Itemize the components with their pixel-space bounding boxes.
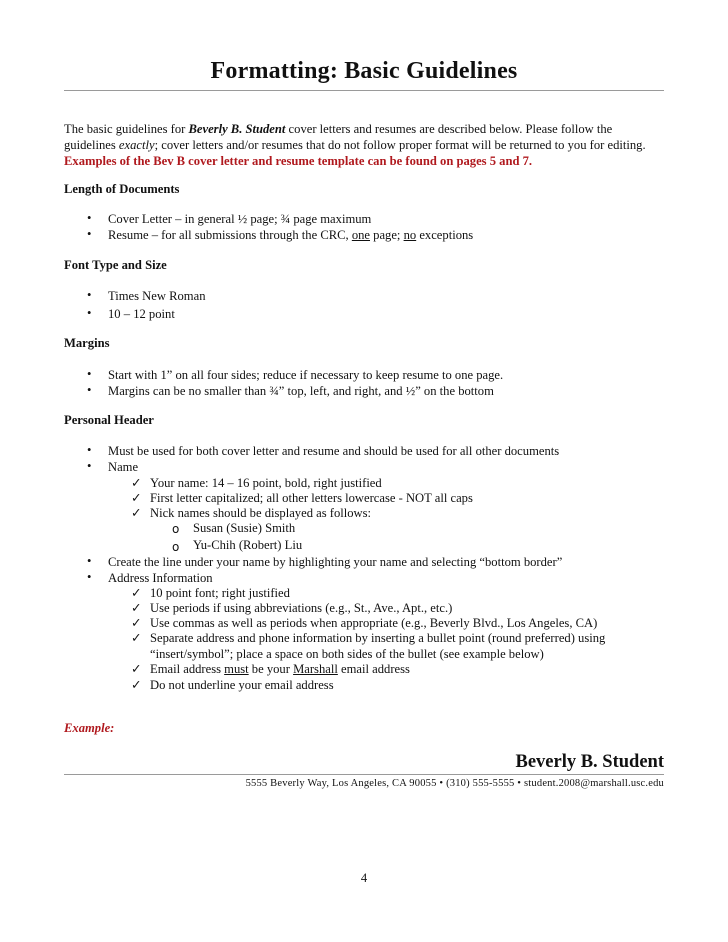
- header-item-must-use: Must be used for both cover letter and resume and should be used for all other documents: [108, 444, 560, 458]
- name-check-item: First letter capitalized; all other letters lowercase - NOT all caps: [150, 491, 473, 505]
- intro-name: Beverly B. Student: [188, 122, 286, 136]
- address-check-item: Do not underline your email address: [150, 678, 334, 692]
- length-item-cover-letter: Cover Letter – in general ½ page; ¾ page maximum: [108, 212, 372, 226]
- address-check-item: Use periods if using abbreviations (e.g., St., Ave., Apt., etc.): [150, 601, 453, 615]
- underlined-marshall: Marshall: [293, 662, 338, 676]
- checkmark-icon: ✓: [131, 475, 142, 490]
- intro-paragraph: [64, 121, 664, 169]
- text: Resume – for all submissions through the CRC,: [108, 228, 352, 242]
- bullet-icon: •: [87, 383, 92, 397]
- bullet-icon: •: [87, 227, 92, 241]
- bullet-icon: •: [87, 367, 92, 381]
- bullet-icon: •: [87, 306, 92, 320]
- page-title: Formatting: Basic Guidelines: [210, 58, 518, 84]
- checkmark-icon: ✓: [131, 490, 142, 505]
- text: email address: [337, 662, 410, 676]
- heading-personal-header: Personal Header: [64, 413, 154, 427]
- heading-margins: Margins: [64, 336, 110, 350]
- bullet-icon: •: [87, 554, 92, 568]
- nick-example: Susan (Susie) Smith: [193, 521, 296, 535]
- bullet-icon: •: [87, 443, 92, 457]
- header-item-name: Name: [108, 460, 139, 474]
- checkmark-icon: ✓: [131, 630, 142, 645]
- sample-header-address: 5555 Beverly Way, Los Angeles, CA 90055 • (310) 555-5555 • student.2008@marshall.usc.edu: [245, 778, 664, 789]
- font-item-family: Times New Roman: [108, 289, 206, 303]
- page-number: 4: [360, 871, 368, 885]
- name-check-item: Your name: 14 – 16 point, bold, right justified: [150, 476, 382, 490]
- checkmark-icon: ✓: [131, 615, 142, 630]
- text: exceptions: [416, 228, 474, 242]
- address-check-item: Use commas as well as periods when appropriate (e.g., Beverly Blvd., Los Angeles, CA): [150, 616, 598, 630]
- intro-text-3: ; cover letters and/or resumes that do not follow proper format will be returned to you for editing.: [154, 138, 646, 152]
- heading-font: Font Type and Size: [64, 258, 167, 272]
- length-item-resume: [108, 227, 473, 243]
- address-check-item: Separate address and phone information by inserting a bullet point (round preferred) using: [150, 631, 606, 645]
- text: be your: [248, 662, 294, 676]
- checkmark-icon: ✓: [131, 505, 142, 520]
- address-check-item-continued: “insert/symbol”; place a space on both sides of the bullet (see example below): [150, 647, 544, 661]
- underlined-must: must: [224, 662, 249, 676]
- margins-item-minimum: Margins can be no smaller than ¾” top, left, and right, and ½” on the bottom: [108, 384, 494, 398]
- title-divider: [64, 90, 664, 91]
- heading-length: Length of Documents: [64, 182, 180, 196]
- font-item-size: 10 – 12 point: [108, 307, 175, 321]
- bullet-icon: •: [87, 211, 92, 225]
- name-check-item: Nick names should be displayed as follows:: [150, 506, 372, 520]
- underlined-no: no: [403, 228, 417, 242]
- address-check-email: [150, 661, 410, 677]
- checkmark-icon: ✓: [131, 677, 142, 692]
- address-check-item: 10 point font; right justified: [150, 586, 290, 600]
- intro-red-note: Examples of the Bev B cover letter and resume template can be found on pages 5 and 7.: [64, 154, 533, 168]
- header-item-address: Address Information: [108, 571, 213, 585]
- intro-text-1: The basic guidelines for: [64, 122, 189, 136]
- nick-example: Yu-Chih (Robert) Liu: [193, 538, 303, 552]
- example-label: Example:: [64, 721, 115, 735]
- header-item-bottom-border: Create the line under your name by highlighting your name and selecting “bottom border”: [108, 555, 563, 569]
- sample-header-divider: [64, 774, 664, 775]
- intro-exactly: exactly: [118, 138, 155, 152]
- checkmark-icon: ✓: [131, 600, 142, 615]
- sample-header-name: Beverly B. Student: [515, 752, 664, 772]
- text: Email address: [150, 662, 225, 676]
- bullet-icon: •: [87, 459, 92, 473]
- intro-text-2: cover letters and resumes are described below. Please follow the guidelines: [64, 122, 613, 152]
- checkmark-icon: ✓: [131, 585, 142, 600]
- circle-bullet-icon: o: [172, 522, 180, 536]
- circle-bullet-icon: o: [172, 540, 180, 554]
- checkmark-icon: ✓: [131, 661, 142, 676]
- bullet-icon: •: [87, 288, 92, 302]
- underlined-one: one: [351, 228, 371, 242]
- text: page;: [370, 228, 404, 242]
- margins-item-start: Start with 1” on all four sides; reduce if necessary to keep resume to one page.: [108, 368, 504, 382]
- bullet-icon: •: [87, 570, 92, 584]
